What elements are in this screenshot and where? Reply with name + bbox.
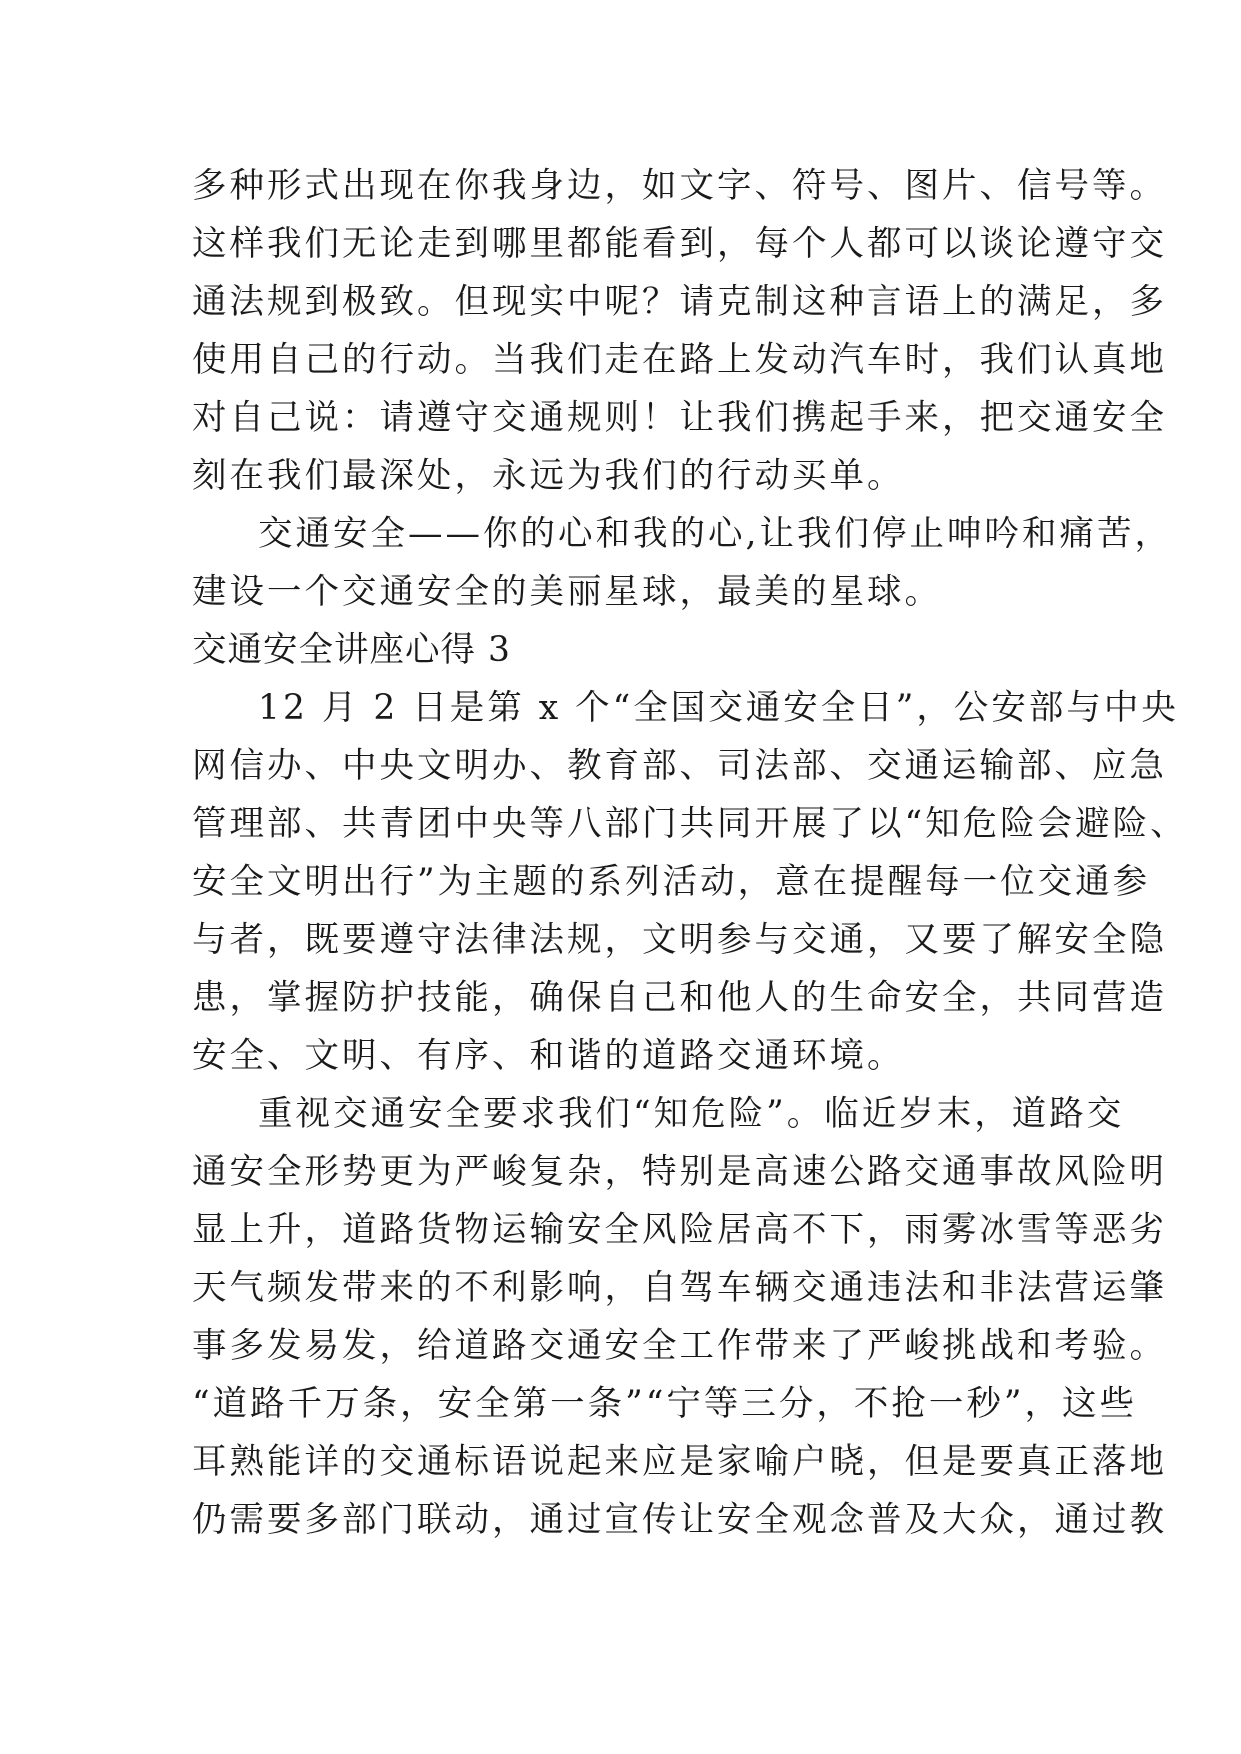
text-line: 安全、文明、有序、和谐的道路交通环境。: [192, 1036, 905, 1076]
text-line: 与者，既要遵守法律法规，文明参与交通，又要了解安全隐: [192, 920, 1167, 960]
closing-paragraph: [192, 505, 1172, 621]
text-line: 重视交通安全要求我们“知危险”。临近岁末，道路交: [258, 1094, 1125, 1134]
paragraph-continued: [192, 157, 1167, 505]
text-line: 安全文明出行”为主题的系列活动，意在提醒每一位交通参: [192, 862, 1151, 902]
text-line: 刻在我们最深处，永远为我们的行动买单。: [192, 456, 905, 496]
text-line: 使用自己的行动。当我们走在路上发动汽车时，我们认真地: [192, 340, 1167, 380]
paragraph-1: [192, 679, 1188, 1085]
text-line: 管理部、共青团中央等八部门共同开展了以“知危险会避险、: [192, 804, 1188, 844]
text-line: 交通安全——你的心和我的心,让我们停止呻吟和痛苦，: [258, 514, 1172, 554]
text-line: 12 月 2 日是第 x 个“全国交通安全日”，公安部与中央: [258, 688, 1179, 728]
text-line: “道路千万条，安全第一条”“宁等三分，不抢一秒”，这些: [192, 1384, 1138, 1424]
text-line: 事多发易发，给道路交通安全工作带来了严峻挑战和考验。: [192, 1326, 1167, 1366]
text-line: 多种形式出现在你我身边，如文字、符号、图片、信号等。: [192, 166, 1167, 206]
text-line: 这样我们无论走到哪里都能看到，每个人都可以谈论遵守交: [192, 224, 1167, 264]
section-heading: 交通安全讲座心得 3: [192, 630, 511, 670]
text-line: 网信办、中央文明办、教育部、司法部、交通运输部、应急: [192, 746, 1167, 786]
document-body: [192, 157, 1188, 1549]
paragraph-2: [192, 1085, 1167, 1549]
text-line: 天气频发带来的不利影响，自驾车辆交通违法和非法营运肇: [192, 1268, 1167, 1308]
text-line: 对自己说：请遵守交通规则！让我们携起手来，把交通安全: [192, 398, 1167, 438]
text-line: 显上升，道路货物运输安全风险居高不下，雨雾冰雪等恶劣: [192, 1210, 1167, 1250]
text-line: 仍需要多部门联动，通过宣传让安全观念普及大众，通过教: [192, 1500, 1167, 1540]
text-line: 通安全形势更为严峻复杂，特别是高速公路交通事故风险明: [192, 1152, 1167, 1192]
text-line: 建设一个交通安全的美丽星球，最美的星球。: [192, 572, 942, 612]
text-line: 耳熟能详的交通标语说起来应是家喻户晓，但是要真正落地: [192, 1442, 1167, 1482]
text-line: 患，掌握防护技能，确保自己和他人的生命安全，共同营造: [192, 978, 1167, 1018]
text-line: 通法规到极致。但现实中呢？请克制这种言语上的满足，多: [192, 282, 1167, 322]
